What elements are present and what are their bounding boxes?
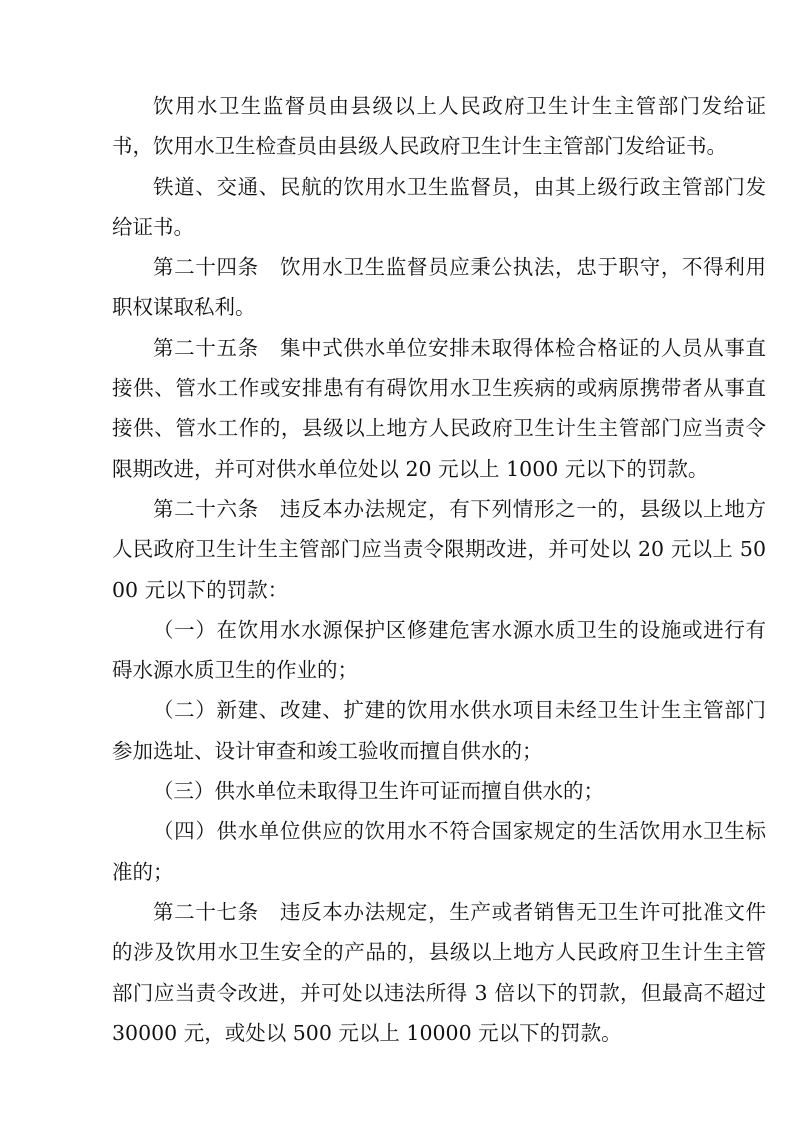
list-item-3: （三）供水单位未取得卫生许可证而擅自供水的； <box>153 779 604 804</box>
paragraph-article-25: 第二十五条 集中式供水单位安排未取得体检合格证的人员从事直接供、管水工作或安排患有有碍饮用水卫生疾病的或病原携带者从事直接供、管水工作的，县级以上地方人民政府卫生计生主管部门应当责令限期改进，并可对供水单位处以 20 元以上 1000 元以下的罚款。 <box>112 335 766 481</box>
list-item-4: （四）供水单位供应的饮用水不符合国家规定的生活饮用水卫生标准的； <box>112 819 766 884</box>
document-body <box>112 86 766 1053</box>
paragraph-certificate-issuance: 饮用水卫生监督员由县级以上人民政府卫生计生主管部门发给证书，饮用水卫生检查员由县级人民政府卫生计生主管部门发给证书。 <box>112 94 766 159</box>
paragraph-article-24: 第二十四条 饮用水卫生监督员应秉公执法，忠于职守，不得利用职权谋取私利。 <box>112 255 766 320</box>
paragraph-railway-transport-aviation: 铁道、交通、民航的饮用水卫生监督员，由其上级行政主管部门发给证书。 <box>112 174 766 239</box>
list-item-1: （一）在饮用水水源保护区修建危害水源水质卫生的设施或进行有碍水源水质卫生的作业的； <box>112 617 766 683</box>
paragraph-article-27: 第二十七条 违反本办法规定，生产或者销售无卫生许可批准文件的涉及饮用水卫生安全的产品的，县级以上地方人民政府卫生计生主管部门应当责令改进，并可处以违法所得 3 倍以下的罚款，但最高不超过 30000 元，或处以 500 元以上 10000 元以下的罚款。 <box>112 899 766 1045</box>
list-item-2: （二）新建、改建、扩建的饮用水供水项目未经卫生计生主管部门参加选址、设计审查和竣工验收而擅自供水的； <box>112 698 766 763</box>
paragraph-article-26: 第二十六条 违反本办法规定，有下列情形之一的，县级以上地方人民政府卫生计生主管部门应当责令限期改进，并可处以 20 元以上 5000 元以下的罚款： <box>112 496 766 602</box>
